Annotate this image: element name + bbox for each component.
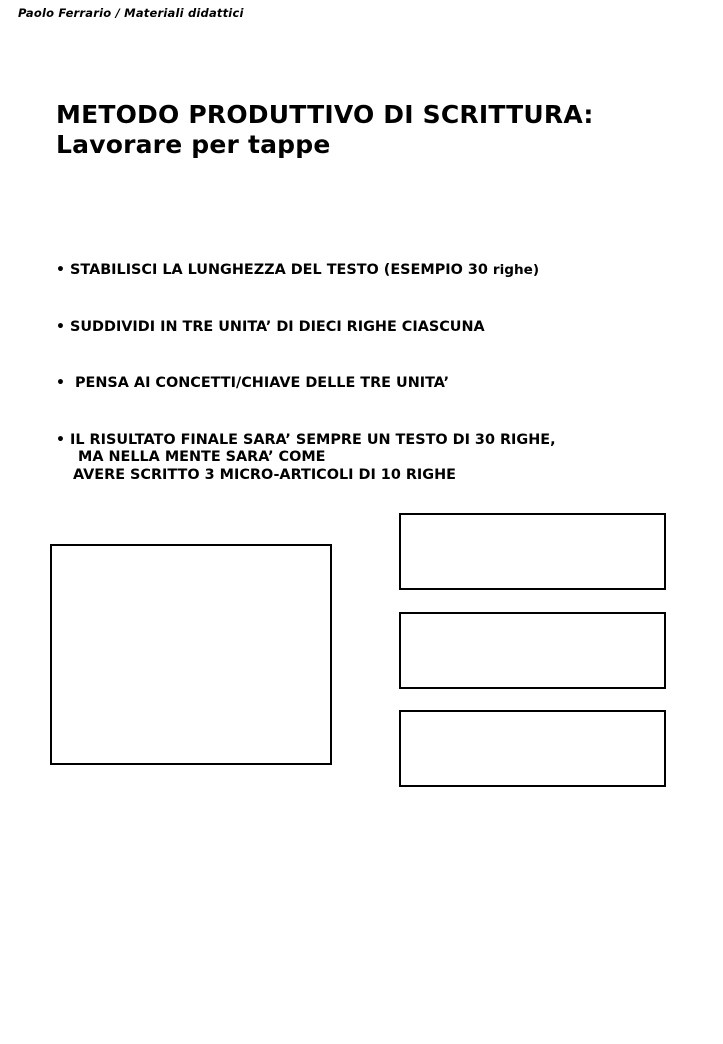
diagram-box-full-text (50, 544, 332, 765)
diagram-box-unit-1 (399, 513, 666, 590)
list-item-text-line2: MA NELLA MENTE SARA’ COME (78, 449, 326, 465)
bullet-list (56, 262, 696, 484)
list-item (56, 319, 696, 337)
bullet-marker-icon: • (56, 431, 65, 448)
list-item-text-tail: righe) (492, 262, 540, 278)
diagram-box-unit-2 (399, 612, 666, 689)
page-title-line-1: METODO PRODUTTIVO DI SCRITTURA: (56, 100, 594, 129)
list-item-text: PENSA AI CONCETTI/CHIAVE DELLE TRE UNITA’ (75, 375, 450, 391)
diagram-box-unit-3 (399, 710, 666, 787)
list-item-text: SUDDIVIDI IN TRE UNITA’ DI DIECI RIGHE CIASCUNA (70, 318, 485, 335)
list-item (56, 432, 696, 485)
list-item-text: IL RISULTATO FINALE SARA’ SEMPRE UN TESTO DI 30 RIGHE, (70, 431, 556, 448)
list-item (56, 262, 696, 280)
page-title (56, 100, 676, 160)
list-item-text (70, 262, 696, 280)
header-credit: Paolo Ferrario / Materiali didattici (18, 6, 244, 20)
list-item (56, 375, 696, 393)
bullet-marker-icon: • (56, 318, 65, 335)
bullet-marker-icon: • (56, 375, 65, 391)
page-title-line-2: Lavorare per tappe (56, 130, 331, 159)
list-item-text-line3: AVERE SCRITTO 3 MICRO-ARTICOLI DI 10 RIGHE (73, 466, 456, 483)
bullet-marker-icon: • (56, 262, 65, 278)
list-item-text-main: STABILISCI LA LUNGHEZZA DEL TESTO (ESEMPIO 30 (70, 262, 493, 278)
